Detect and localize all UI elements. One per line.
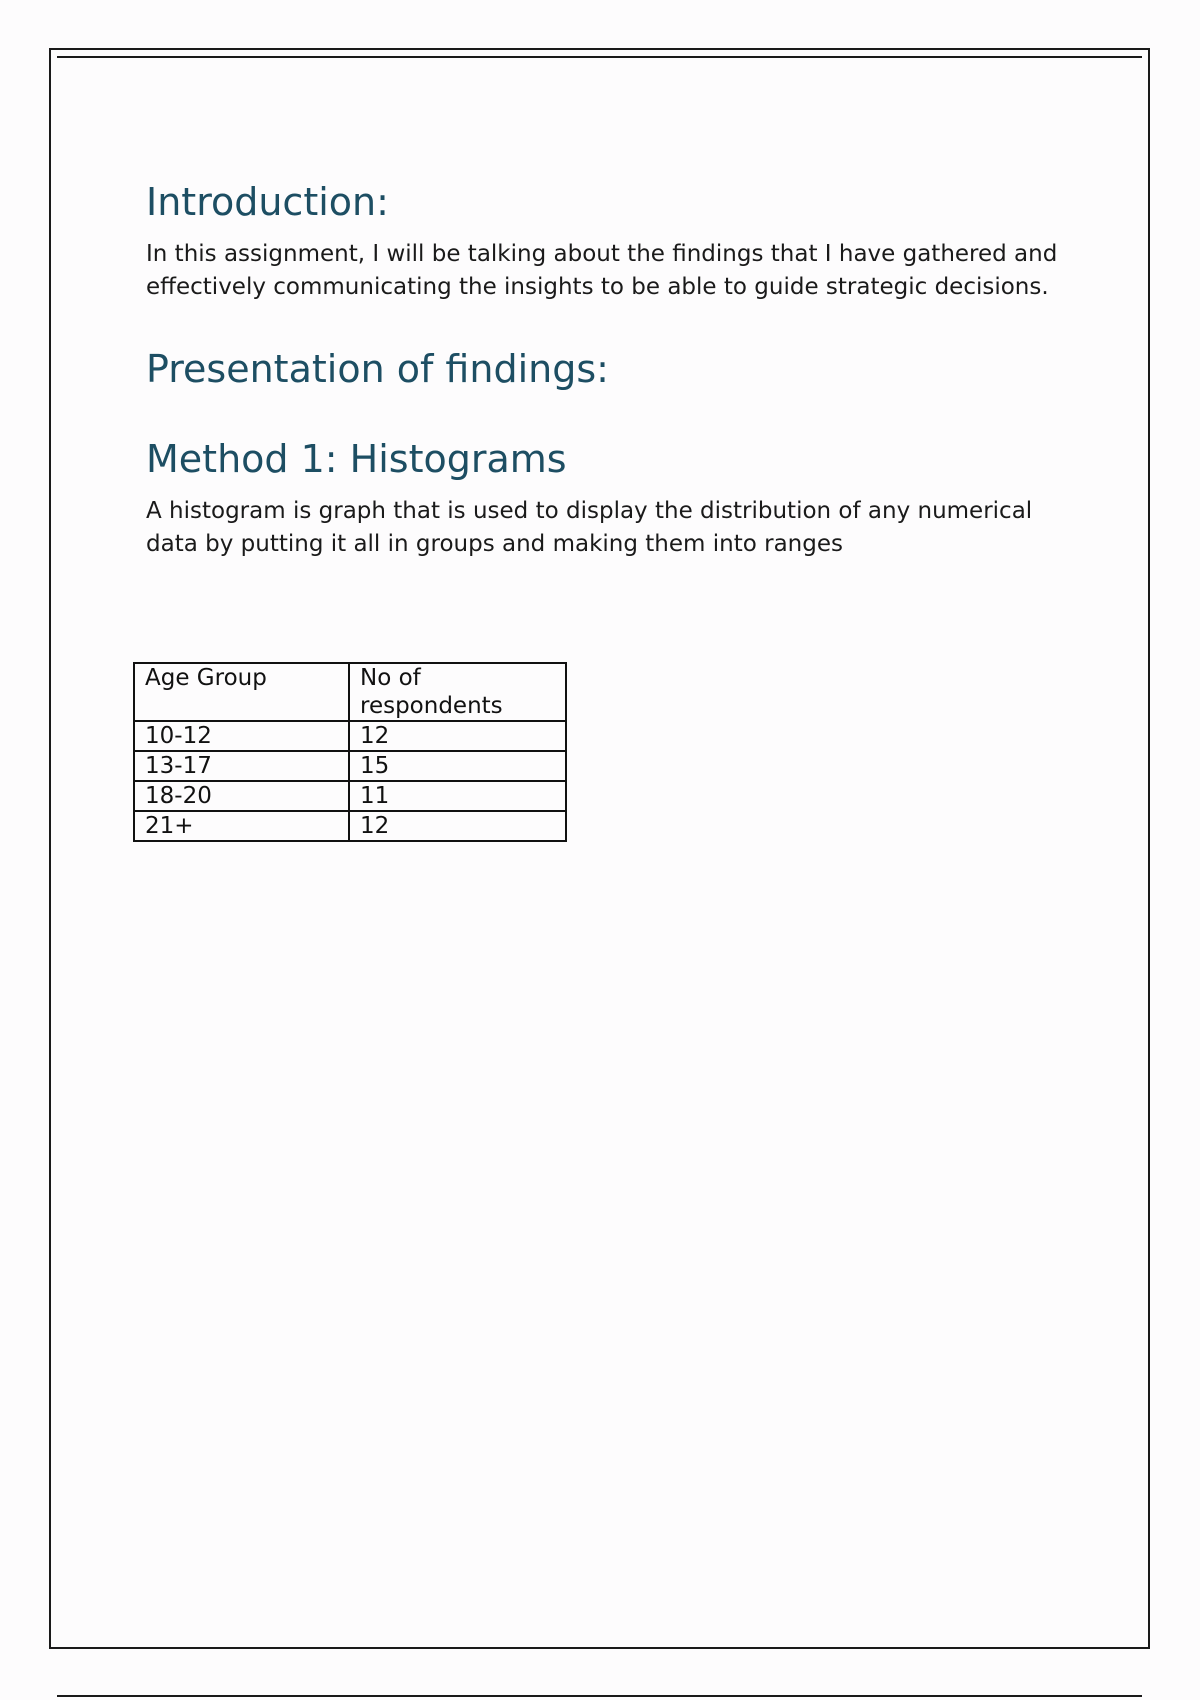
table-row <box>134 781 566 811</box>
table-cell-respondents: 15 <box>349 751 566 781</box>
table-row <box>134 811 566 841</box>
page-bottom-rule <box>57 1695 1142 1697</box>
table-header-respondents: No of respondents <box>349 663 566 721</box>
table-row <box>134 751 566 781</box>
document-content <box>146 178 1106 561</box>
table-cell-age-group: 21+ <box>134 811 349 841</box>
age-group-table-wrapper <box>133 662 567 842</box>
introduction-paragraph: In this assignment, I will be talking about the findings that I have gathered and effectively communicating the insights to be able to guide strategic decisions. <box>146 241 1058 300</box>
method-1-paragraph: A histogram is graph that is used to display the distribution of any numerical data by putting it all in groups and making them into ranges <box>146 498 1033 557</box>
table-header-age-group: Age Group <box>134 663 349 721</box>
method-1-heading: Method 1: Histograms <box>146 437 567 481</box>
table-cell-respondents: 11 <box>349 781 566 811</box>
age-group-table <box>133 662 567 842</box>
table-cell-age-group: 18-20 <box>134 781 349 811</box>
findings-heading: Presentation of findings: <box>146 347 609 391</box>
table-cell-respondents: 12 <box>349 721 566 751</box>
table-header-row <box>134 663 566 721</box>
table-cell-age-group: 10-12 <box>134 721 349 751</box>
table-row <box>134 721 566 751</box>
introduction-heading: Introduction: <box>146 180 389 224</box>
page-top-rule <box>57 56 1142 58</box>
table-cell-respondents: 12 <box>349 811 566 841</box>
table-cell-age-group: 13-17 <box>134 751 349 781</box>
